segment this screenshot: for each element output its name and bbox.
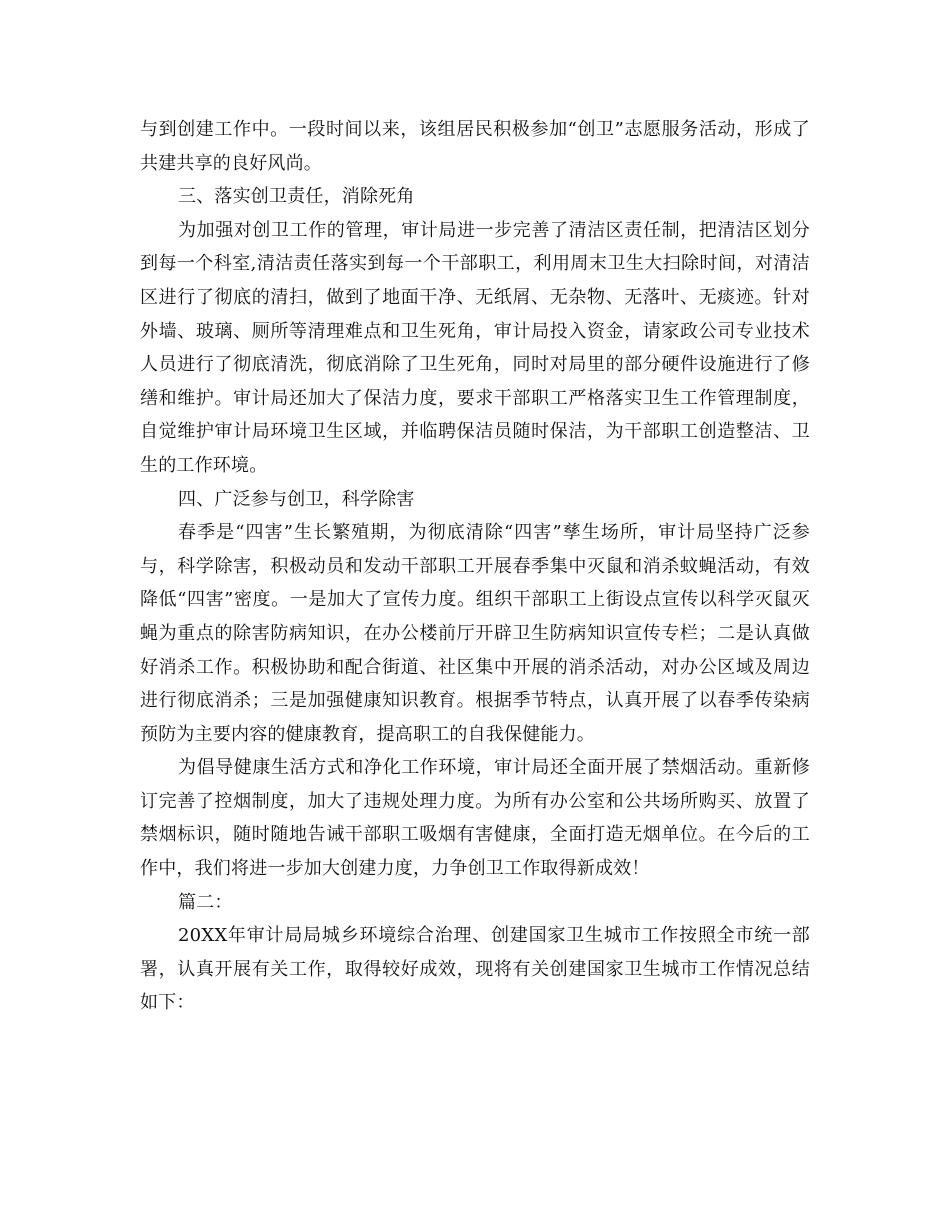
paragraph-smoking-ban: 为倡导健康生活方式和净化工作环境，审计局还全面开展了禁烟活动。重新修订完善了控烟制度，加大了违规处理力度。为所有办公室和公共场所购买、放置了禁烟标识，随时随地告诫干部职工吸烟有害健康，全面打造无烟单位。在今后的工作中，我们将进一步加大创建力度，力争创卫工作取得新成效！ [140, 757, 810, 880]
paragraph-cleaning-responsibility: 为加强对创卫工作的管理，审计局进一步完善了清洁区责任制，把清洁区划分到每一个科室,清洁责任落实到每一个干部职工，利用周末卫生大扫除时间，对清洁区进行了彻底的清扫，做到了地面干净、无纸屑、无杂物、无落叶、无痰迹。针对外墙、玻璃、厕所等清理难点和卫生死角，审计局投入资金，请家政公司专业技术人员进行了彻底清洗，彻底消除了卫生死角，同时对局里的部分硬件设施进行了修缮和维护。审计局还加大了保洁力度，要求干部职工严格落实卫生工作管理制度，自觉维护审计局环境卫生区域，并临聘保洁员随时保洁，为干部职工创造整洁、卫生的工作环境。 [140, 219, 810, 476]
paragraph-continued: 与到创建工作中。一段时间以来，该组居民积极参加“创卫”志愿服务活动，形成了共建共享的良好风尚。 [140, 119, 810, 174]
paragraph-part-2-intro: 20XX年审计局局城乡环境综合治理、创建国家卫生城市工作按照全市统一部署，认真开展有关工作，取得较好成效，现将有关创建国家卫生城市工作情况总结如下： [140, 925, 810, 1014]
part-heading-2: 篇二： [178, 891, 233, 913]
section-heading-4: 四、广泛参与创卫，科学除害 [178, 488, 415, 510]
document-body [140, 113, 810, 1020]
section-heading-3: 三、落实创卫责任，消除死角 [178, 186, 415, 208]
paragraph-pest-control: 春季是“四害”生长繁殖期，为彻底清除“四害”孳生场所，审计局坚持广泛参与，科学除害，积极动员和发动干部职工开展春季集中灭鼠和消杀蚊蝇活动，有效降低“四害”密度。一是加大了宣传力度。组织干部职工上街设点宣传以科学灭鼠灭蝇为重点的除害防病知识，在办公楼前厅开辟卫生防病知识宣传专栏；二是认真做好消杀工作。积极协助和配合街道、社区集中开展的消杀活动，对办公区域及周边进行彻底消杀；三是加强健康知识教育。根据季节特点，认真开展了以春季传染病预防为主要内容的健康教育，提高职工的自我保健能力。 [140, 522, 810, 745]
